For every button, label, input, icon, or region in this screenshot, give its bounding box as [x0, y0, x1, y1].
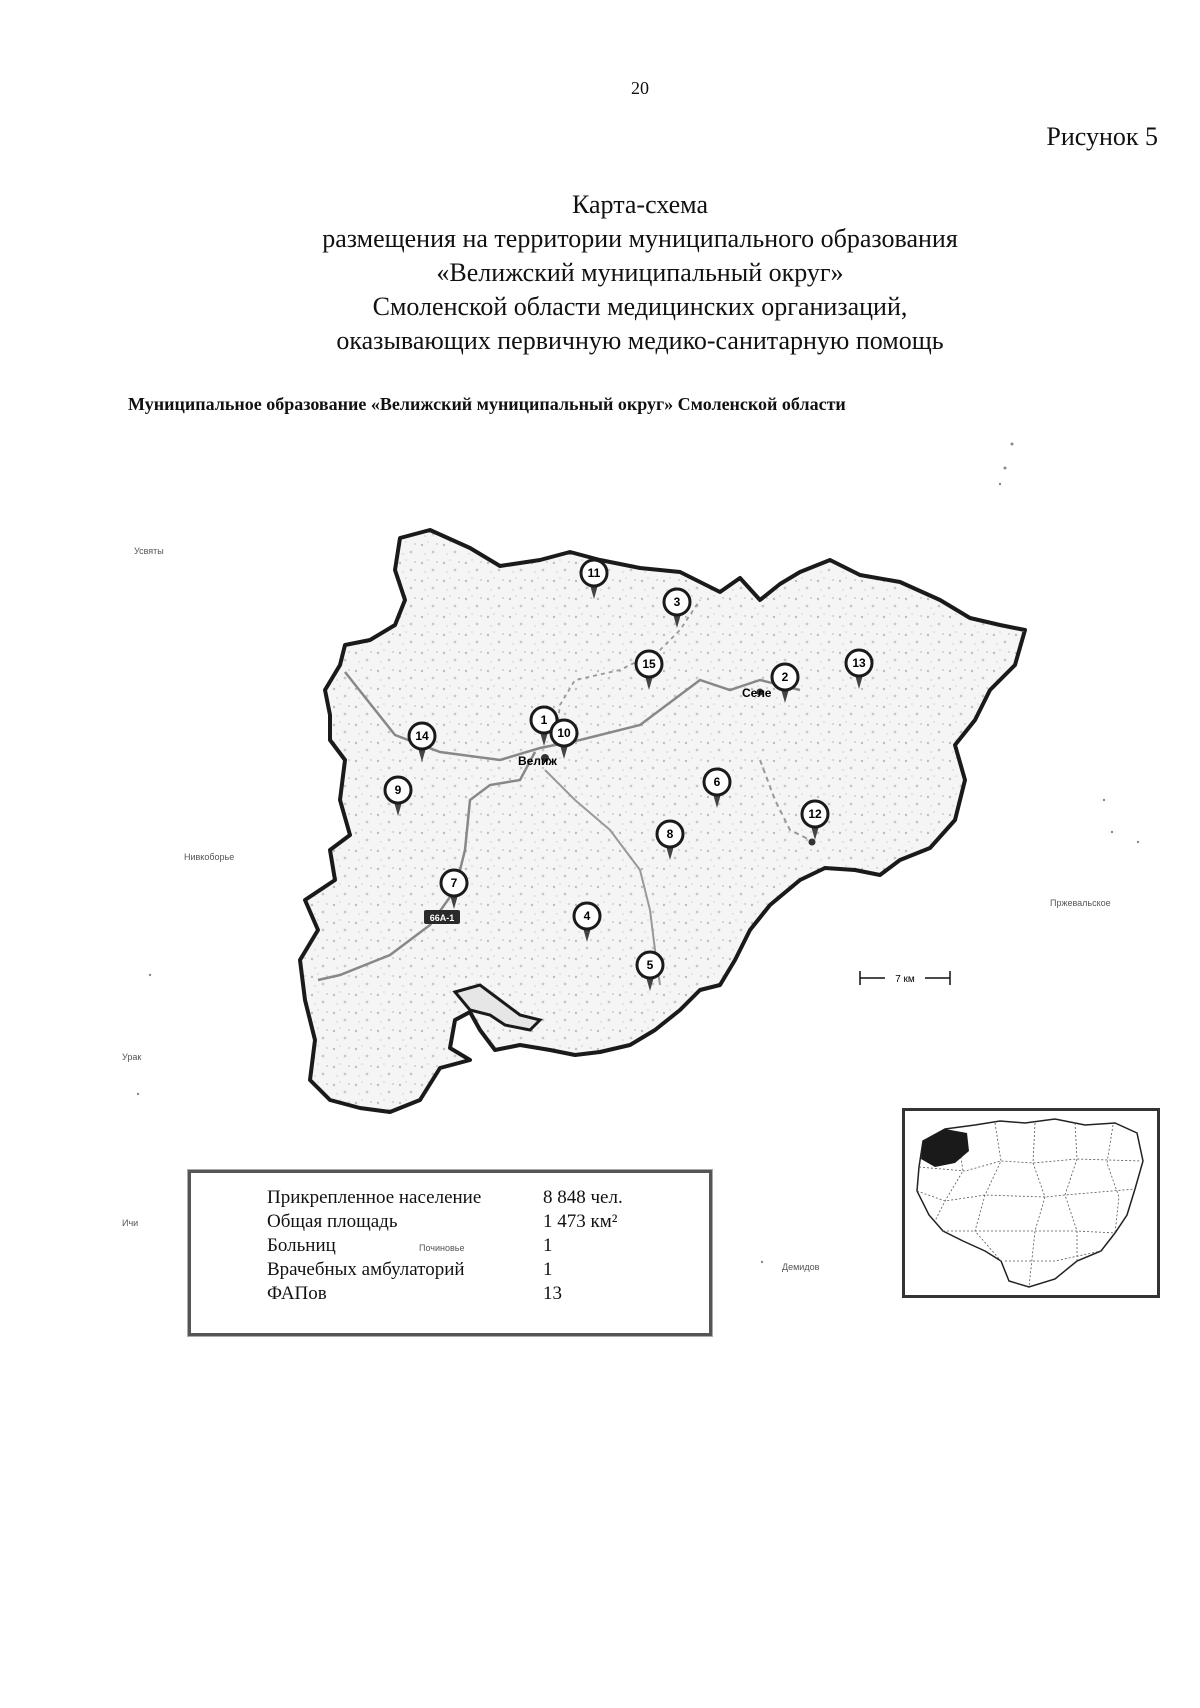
stats-value: 1	[543, 1235, 553, 1256]
town-label-velizh: Велиж	[518, 754, 557, 768]
title-line: Карта-схема	[572, 190, 708, 219]
svg-text:5: 5	[646, 958, 654, 972]
svg-text:2: 2	[781, 670, 789, 684]
stats-value: 8 848 чел.	[543, 1187, 623, 1208]
inset-map-svg	[905, 1111, 1157, 1295]
map-subtitle: Муниципальное образование «Велижский муниципальный округ» Смоленской области	[128, 394, 846, 414]
stats-label: Больниц	[267, 1235, 336, 1256]
stats-value: 1 473 км²	[543, 1211, 618, 1232]
svg-text:7: 7	[450, 876, 458, 890]
stats-label: Врачебных амбулаторий	[267, 1259, 465, 1280]
district-boundary	[300, 530, 1025, 1112]
svg-text:8: 8	[666, 827, 674, 841]
svg-text:13: 13	[852, 656, 866, 670]
stats-value: 13	[543, 1283, 562, 1304]
stats-label: Прикрепленное население	[267, 1187, 482, 1208]
svg-text:10: 10	[557, 726, 571, 740]
scale-bar	[860, 971, 950, 985]
svg-text:3: 3	[673, 595, 681, 609]
title-line: размещения на территории муниципального образования	[322, 224, 958, 253]
svg-text:11: 11	[587, 566, 601, 580]
inset-locator-map	[902, 1108, 1160, 1298]
page-number: 20	[631, 78, 649, 98]
town-label-second: Селе	[742, 686, 772, 700]
place-label: Демидов	[782, 1262, 820, 1272]
svg-text:6: 6	[713, 775, 721, 789]
stats-box	[188, 1170, 712, 1336]
svg-text:9: 9	[394, 783, 402, 797]
svg-text:1: 1	[540, 713, 548, 727]
place-label: Пржевальское	[1050, 898, 1111, 908]
svg-text:12: 12	[808, 807, 822, 821]
place-label: Усвяты	[134, 546, 164, 556]
stats-value: 1	[543, 1259, 553, 1280]
place-label: Ичи	[122, 1218, 139, 1228]
stats-label: ФАПов	[267, 1283, 327, 1304]
title-line: оказывающих первичную медико-санитарную помощь	[336, 326, 944, 355]
svg-text:4: 4	[583, 909, 591, 923]
figure-label: Рисунок 5	[1046, 122, 1158, 151]
place-label: Починовье	[419, 1243, 465, 1253]
scale-label: 7 км	[895, 974, 915, 985]
place-label: Урак	[122, 1052, 142, 1062]
place-label: Нивкоборье	[184, 852, 235, 862]
road-shield-label: 66А-1	[429, 913, 455, 923]
svg-text:14: 14	[415, 729, 429, 743]
stats-label: Общая площадь	[267, 1211, 398, 1232]
title-line: Смоленской области медицинских организаций,	[372, 292, 908, 321]
title-line: «Велижский муниципальный округ»	[436, 258, 844, 287]
town-dot	[809, 839, 816, 846]
svg-text:15: 15	[642, 657, 656, 671]
